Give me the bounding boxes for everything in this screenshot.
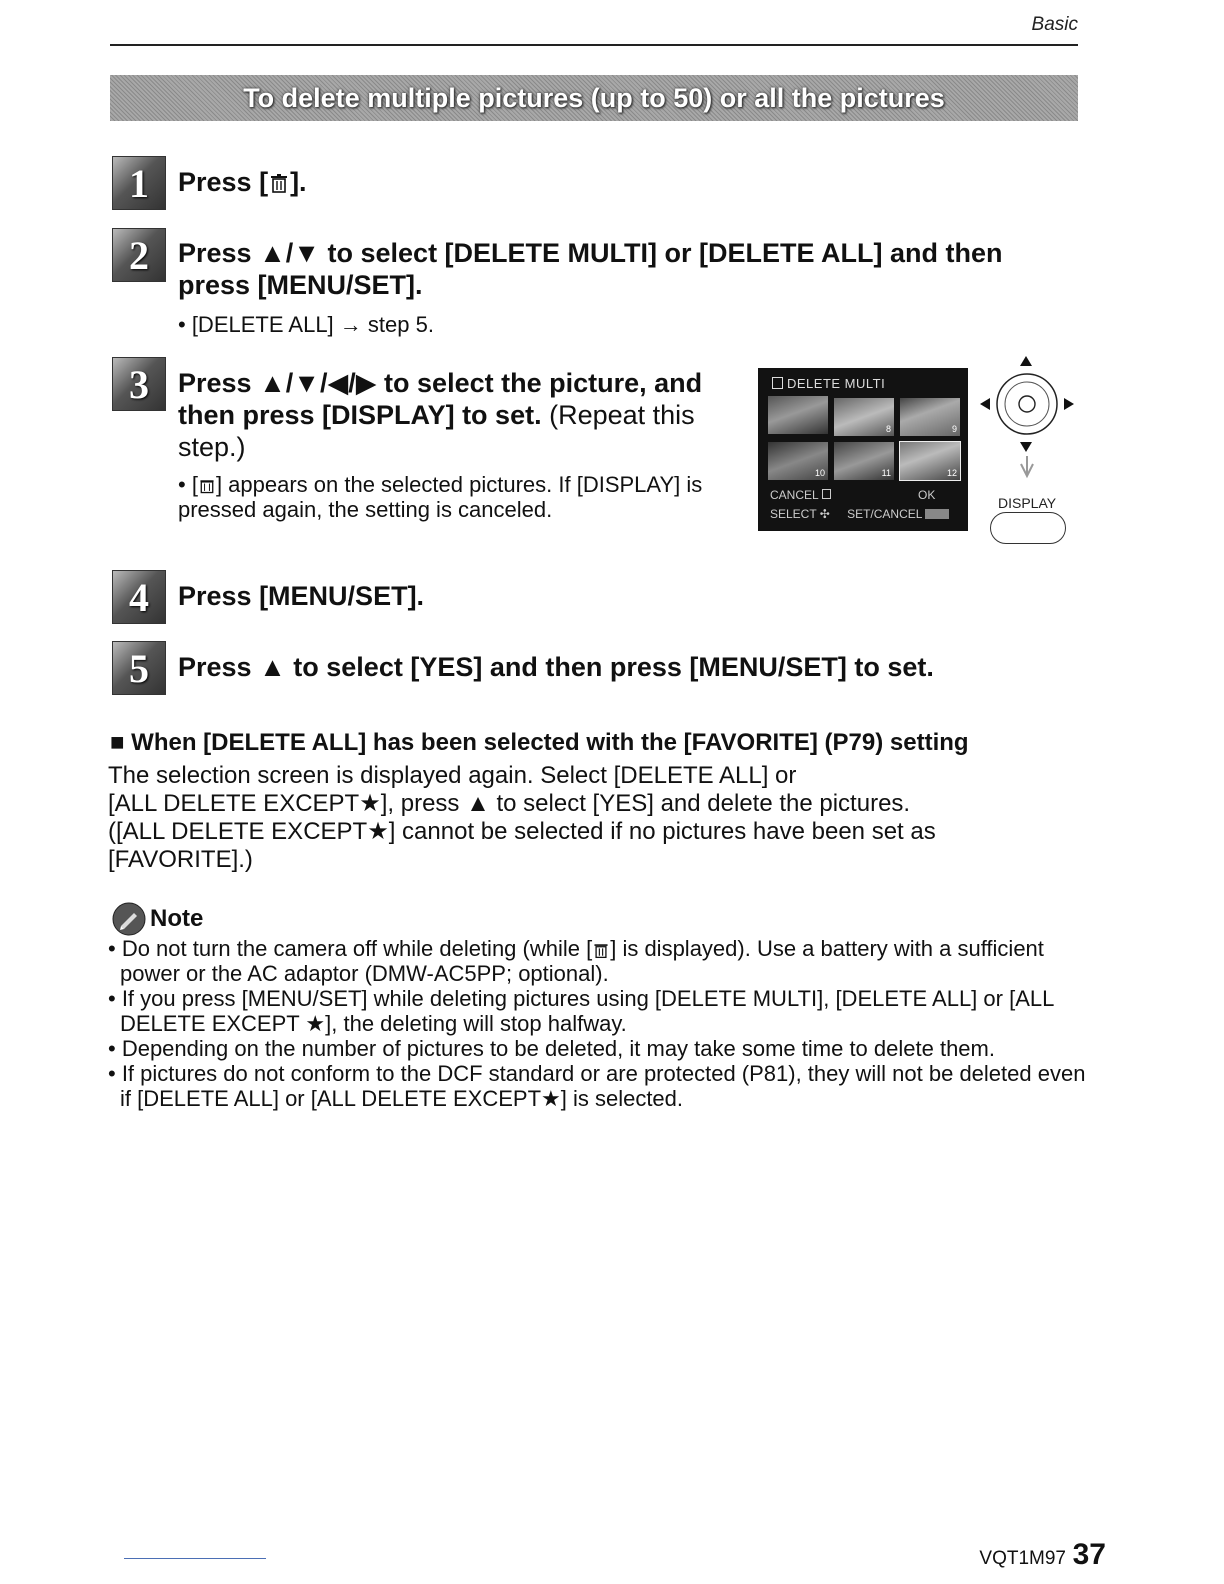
- footer-rule: [124, 1558, 266, 1559]
- header-rule: [110, 44, 1078, 46]
- note-item: • Depending on the number of pictures to be deleted, it may take some time to delete them.: [108, 1036, 995, 1061]
- favorite-line-1: The selection screen is displayed again. Select [DELETE ALL] or: [108, 762, 797, 789]
- display-label: DISPLAY: [998, 495, 1057, 511]
- favorite-line-3: ([ALL DELETE EXCEPT★] cannot be selected if no pictures have been set as: [108, 818, 936, 845]
- trash-icon: [772, 377, 783, 389]
- favorite-line-4: [FAVORITE].): [108, 846, 253, 873]
- note-item: • Do not turn the camera off while deleting (while [ ] is displayed). Use a battery with a sufficient power or the AC adaptor (DMW-AC5PP; optional).: [108, 936, 1044, 986]
- screen-ok: OK: [918, 488, 936, 502]
- thumbnail: 10: [768, 442, 828, 480]
- note-pencil-icon: [112, 902, 146, 936]
- step-4-number: 4: [112, 570, 166, 624]
- step-5-text: Press ▲ to select [YES] and then press [MENU/SET] to set.: [178, 652, 934, 682]
- delete-mark-icon: [198, 477, 216, 495]
- screen-header: DELETE MULTI: [772, 376, 885, 391]
- note-heading: Note: [112, 902, 203, 936]
- favorite-heading: ■ When [DELETE ALL] has been selected with the [FAVORITE] (P79) setting: [110, 729, 969, 756]
- step-3-bullet: • [ ] appears on the selected pictures. If [DISPLAY] is pressed again, the setting is canceled.: [178, 472, 703, 522]
- display-button: [990, 512, 1066, 544]
- note-item: • If you press [MENU/SET] while deleting pictures using [DELETE MULTI], [DELETE ALL] or [ALL DELETE EXCEPT ★], the deleting will stop halfway.: [108, 986, 1054, 1036]
- step-2-number: 2: [112, 228, 166, 282]
- note-list: [108, 936, 1088, 1111]
- step-3-number: 3: [112, 357, 166, 411]
- model-code: VQT1M97: [979, 1548, 1066, 1569]
- section-label: Basic: [1031, 14, 1078, 35]
- cursor-buttons-icon: [978, 352, 1078, 492]
- step-1-text: Press [ ].: [178, 167, 307, 197]
- trash-icon: [822, 489, 831, 499]
- page-number: 37: [1072, 1538, 1106, 1571]
- favorite-line-2: [ALL DELETE EXCEPT★], press ▲ to select [YES] and delete the pictures.: [108, 790, 911, 817]
- step-2-text: Press ▲/▼ to select [DELETE MULTI] or [DELETE ALL] and then press [MENU/SET].: [178, 238, 1003, 300]
- step-4-text: Press [MENU/SET].: [178, 581, 425, 611]
- step-5-number: 5: [112, 641, 166, 695]
- cross-keys-icon: ✣: [819, 507, 830, 521]
- thumbnail: [768, 396, 828, 434]
- note-item: • If pictures do not conform to the DCF standard or are protected (P81), they will not be deleted even if [DELETE ALL] or [ALL DELETE EXCEPT★] is selected.: [108, 1061, 1086, 1111]
- display-icon: [925, 509, 949, 519]
- thumbnail-selected: 12: [900, 442, 960, 480]
- section-title: To delete multiple pictures (up to 50) or all the pictures: [243, 82, 945, 113]
- step-3-text: Press ▲/▼/◀/▶ to select the picture, and then press [DISPLAY] to set. (Repeat this step.): [178, 368, 703, 462]
- trash-icon: [592, 941, 610, 959]
- screen-footer-row1: CANCEL: [770, 488, 831, 502]
- step-1-number: 1: [112, 156, 166, 210]
- section-title-bar: [110, 75, 1078, 121]
- screen-footer-row2: SELECT ✣ SET/CANCEL: [770, 507, 949, 521]
- step-2-bullet: • [DELETE ALL] → step 5.: [178, 312, 434, 337]
- control-pad: [978, 352, 1078, 552]
- thumbnail: 9: [900, 398, 960, 436]
- trash-icon: [268, 172, 290, 194]
- thumbnail: 8: [834, 398, 894, 436]
- thumbnail: 11: [834, 442, 894, 480]
- camera-screen: [758, 368, 968, 531]
